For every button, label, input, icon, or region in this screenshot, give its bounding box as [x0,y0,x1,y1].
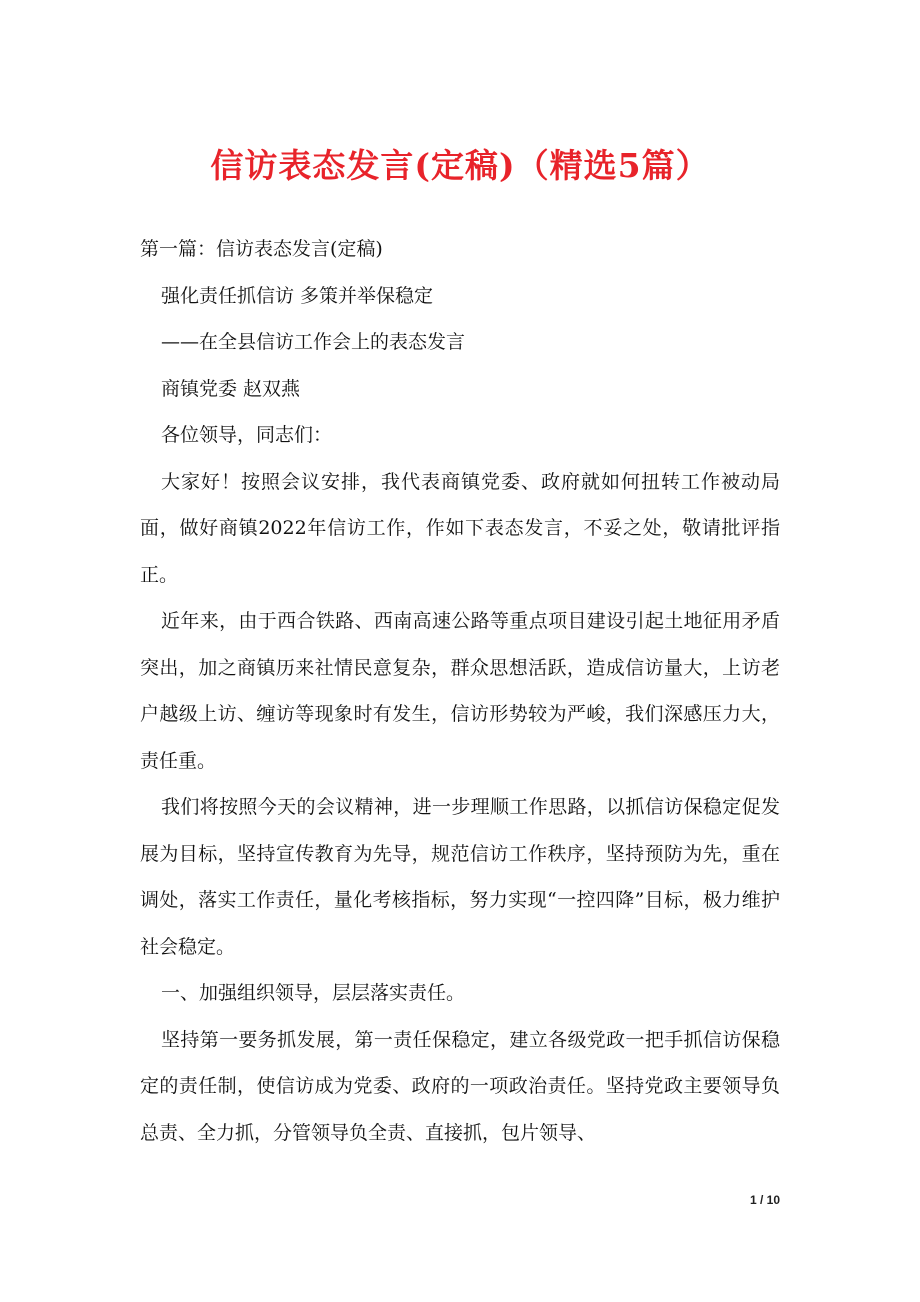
section-subheading: 一、加强组织领导，层层落实责任。 [161,982,466,1004]
speech-subtitle: ——在全县信访工作会上的表态发言 [161,331,466,353]
speaker-line: 商镇党委 赵双燕 [161,377,301,400]
document-title: 信访表态发言(定稿)（精选5篇） [210,146,710,185]
body-paragraph: 坚持第一要务抓发展，第一责任保稳定，建立各级党政一把手抓信访保稳定的责任制，使信访成为党委、政府的一项政治责任。坚持党政主要领导负总责、全力抓，分管领导负全责、直接抓，包片领导、 [140,1028,780,1144]
section-heading: 第一篇：信访表态发言(定稿) [140,238,383,260]
document-body [140,226,780,1156]
body-paragraph: 我们将按照今天的会议精神，进一步理顺工作思路，以抓信访保稳定促发展为目标，坚持宣传教育为先导，规范信访工作秩序，坚持预防为先，重在调处，落实工作责任，量化考核指标，努力实现“一控四降”目标，极力维护社会稳定。 [140,796,780,958]
body-paragraph: 近年来，由于西合铁路、西南高速公路等重点项目建设引起土地征用矛盾突出，加之商镇历来社情民意复杂，群众思想活跃，造成信访量大，上访老户越级上访、缠访等现象时有发生，信访形势较为严峻，我们深感压力大，责任重。 [140,610,780,772]
body-paragraph: 大家好！按照会议安排，我代表商镇党委、政府就如何扭转工作被动局面，做好商镇2022年信访工作，作如下表态发言，不妥之处，敬请批评指正。 [140,470,780,586]
page-number: 1 / 10 [749,1193,780,1207]
speech-title: 强化责任抓信访 多策并举保稳定 [161,284,434,307]
salutation: 各位领导，同志们： [161,424,333,446]
